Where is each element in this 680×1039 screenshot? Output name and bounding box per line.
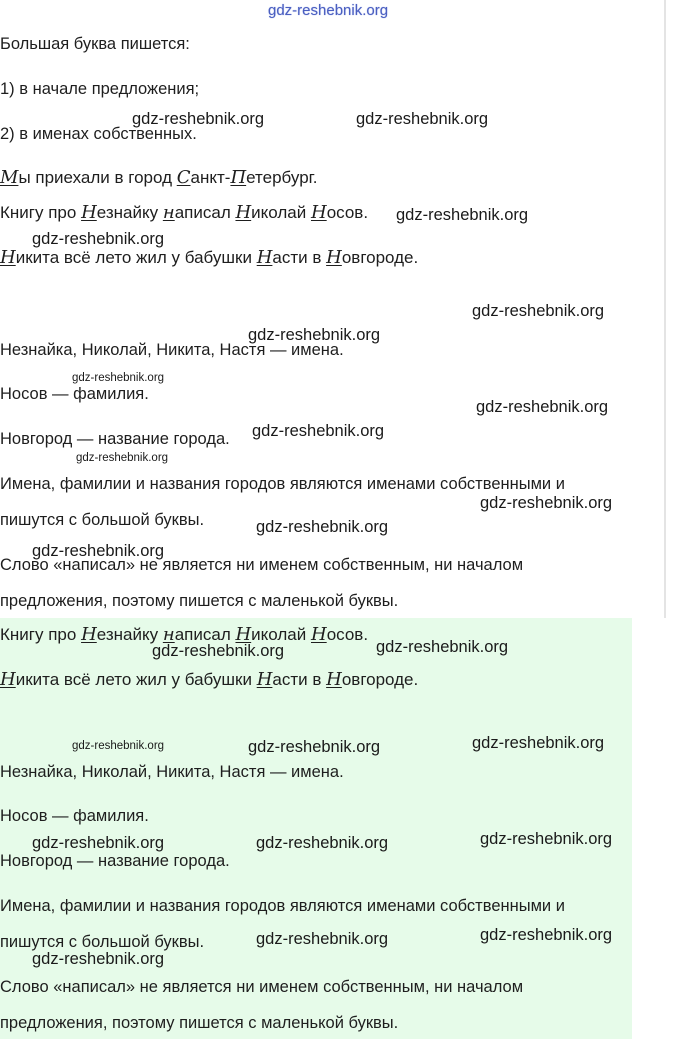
watermark: gdz-reshebnik.org — [476, 398, 609, 416]
sentence-text: овгороде. — [341, 248, 419, 267]
lowercase-marked-letter: н — [162, 624, 175, 645]
capital-letter: Н — [0, 669, 16, 690]
rule-heading: Большая буква пишется: — [0, 35, 190, 53]
watermark: gdz-reshebnik.org — [76, 452, 169, 464]
watermark: gdz-reshebnik.org — [32, 542, 165, 560]
watermark: gdz-reshebnik.org — [72, 372, 165, 384]
rule-item-1: 1) в начале предложения; — [0, 80, 200, 98]
answer-surname: Носов — фамилия. — [0, 807, 149, 825]
watermark: gdz-reshebnik.org — [480, 494, 613, 512]
explanation-word-line-1: Слово «написал» не является ни именем собственным, ни началом — [0, 556, 524, 574]
capital-letter: Н — [81, 624, 97, 645]
answer-rule-line-1: Имена, фамилии и названия городов являются именами собственными и — [0, 897, 565, 915]
capital-letter: С — [176, 167, 191, 188]
capital-letter: Н — [81, 202, 97, 223]
watermark: gdz-reshebnik.org — [152, 642, 285, 660]
watermark: gdz-reshebnik.org — [248, 326, 381, 344]
site-watermark-top[interactable]: gdz-reshebnik.org — [268, 2, 389, 19]
sentence-text: осов. — [326, 203, 369, 222]
sentence-text: иколай — [251, 203, 311, 222]
lowercase-marked-letter: н — [162, 202, 175, 223]
watermark: gdz-reshebnik.org — [252, 422, 385, 440]
watermark: gdz-reshebnik.org — [32, 834, 165, 852]
sentence-text: икита всё лето жил у бабушки — [15, 248, 257, 267]
capital-letter: Н — [326, 669, 342, 690]
page-edge-line — [664, 0, 666, 618]
capital-letter: Н — [256, 247, 273, 268]
watermark: gdz-reshebnik.org — [32, 230, 165, 248]
rule-item-2: 2) в именах собственных. — [0, 125, 197, 143]
watermark: gdz-reshebnik.org — [356, 110, 489, 128]
answer-word-line-1: Слово «написал» не является ни именем собственным, ни началом — [0, 978, 524, 996]
sentence-text: овгороде. — [341, 670, 419, 689]
answer-rule-line-2: пишутся с большой буквы. — [0, 933, 205, 951]
watermark: gdz-reshebnik.org — [248, 738, 381, 756]
answer-word-line-2: предложения, поэтому пишется с маленькой буквы. — [0, 1014, 399, 1032]
watermark: gdz-reshebnik.org — [472, 734, 605, 752]
sentence-text: Книгу про — [0, 203, 82, 222]
explanation-city: Новгород — название города. — [0, 430, 230, 448]
sentence-text: етербург. — [246, 168, 318, 187]
answer-names: Незнайка, Николай, Никита, Настя — имена. — [0, 763, 344, 781]
capital-letter: Н — [235, 624, 252, 645]
watermark: gdz-reshebnik.org — [32, 950, 165, 968]
watermark: gdz-reshebnik.org — [480, 830, 613, 848]
sentence-text: езнайку — [96, 203, 163, 222]
explanation-word-line-2: предложения, поэтому пишется с маленькой буквы. — [0, 592, 399, 610]
sentence-text: ы приехали в город — [18, 168, 177, 187]
watermark: gdz-reshebnik.org — [256, 834, 389, 852]
capital-letter: Н — [310, 202, 327, 223]
watermark: gdz-reshebnik.org — [132, 110, 265, 128]
capital-letter: Н — [0, 247, 16, 268]
sentence-text: иколай — [251, 625, 311, 644]
sentence-text: анкт- — [190, 168, 231, 187]
explanation-surname: Носов — фамилия. — [0, 385, 149, 403]
sentence-text: езнайку — [96, 625, 163, 644]
watermark: gdz-reshebnik.org — [256, 930, 389, 948]
explanation-rule-line-2: пишутся с большой буквы. — [0, 511, 205, 529]
watermark: gdz-reshebnik.org — [256, 518, 389, 536]
sentence-text: асти в — [272, 670, 327, 689]
sentence-text: аписал — [174, 625, 236, 644]
capital-letter: Н — [326, 247, 342, 268]
watermark: gdz-reshebnik.org — [480, 926, 613, 944]
watermark: gdz-reshebnik.org — [72, 740, 165, 752]
answer-sentence-3 — [0, 670, 418, 690]
sentence-text: икита всё лето жил у бабушки — [15, 670, 257, 689]
sentence-2 — [0, 203, 368, 223]
answer-city: Новгород — название города. — [0, 852, 230, 870]
sentence-1 — [0, 168, 318, 188]
sentence-text: осов. — [326, 625, 369, 644]
capital-letter: М — [0, 167, 19, 188]
explanation-names: Незнайка, Николай, Никита, Настя — имена. — [0, 341, 344, 359]
explanation-rule-line-1: Имена, фамилии и названия городов являются именами собственными и — [0, 475, 565, 493]
capital-letter: Н — [256, 669, 273, 690]
watermark: gdz-reshebnik.org — [376, 638, 509, 656]
sentence-text: асти в — [272, 248, 327, 267]
sentence-text: Книгу про — [0, 625, 82, 644]
sentence-3 — [0, 248, 418, 268]
capital-letter: Н — [310, 624, 327, 645]
watermark: gdz-reshebnik.org — [396, 206, 529, 224]
watermark: gdz-reshebnik.org — [472, 302, 605, 320]
capital-letter: Н — [235, 202, 252, 223]
capital-letter: П — [230, 167, 247, 188]
sentence-text: аписал — [174, 203, 236, 222]
